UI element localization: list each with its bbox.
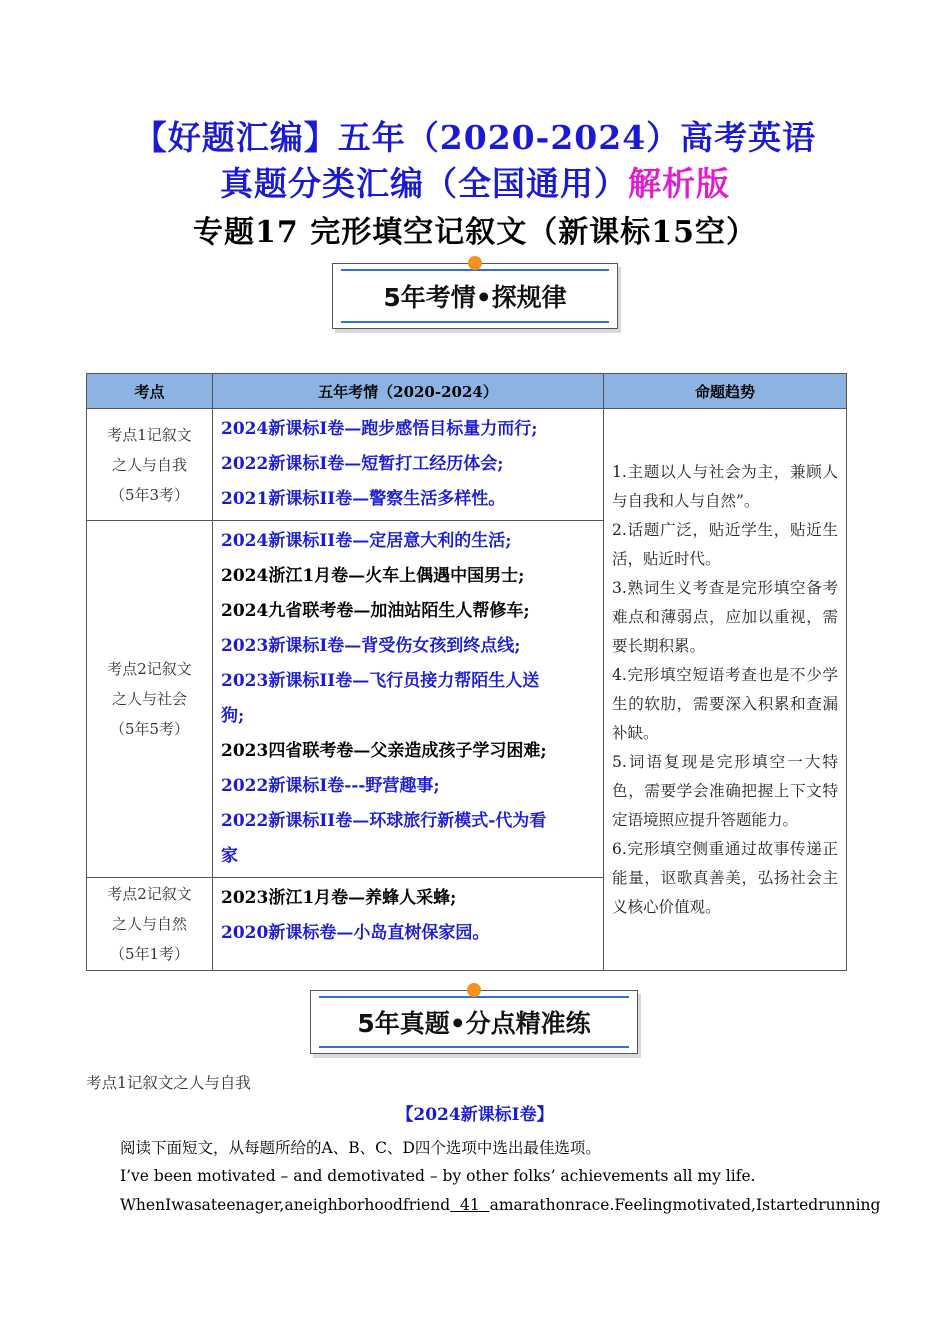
exam-item: 2020新课标卷—小岛直树保家园。: [221, 923, 490, 943]
exam-point-line: 考点1记叙文: [107, 425, 192, 444]
trend-item: 4.完形填空短语考查也是不少学生的软肋，需要深入积累和查漏补缺。: [612, 665, 838, 742]
exam-item: 2022新课标I卷---野营趣事;: [221, 776, 440, 796]
passage-word: motivated,: [672, 1196, 756, 1214]
passage-paragraph: [120, 1196, 881, 1214]
topic-title: 专题17 完形填空记叙文（新课标15空）: [193, 215, 757, 250]
exam-point-line: 考点2记叙文: [107, 885, 192, 903]
exam-item: 2024九省联考卷—加油站陌生人帮修车;: [221, 601, 530, 621]
passage-word: was: [171, 1196, 202, 1214]
passage-word: When: [120, 1196, 166, 1214]
exam-point-line: （5年5考）: [109, 720, 190, 738]
title-line-2-main: 真题分类汇编（全国通用）: [220, 164, 628, 203]
exam-items-cell: [213, 409, 604, 521]
trend-item: 3.熟词生义考查是完形填空备考难点和薄弱点，应加以重视，需要长期积累。: [612, 578, 838, 655]
banner-label: 5年真题•分点精准练: [357, 1009, 591, 1038]
exam-item: 2024浙江1月卷—火车上偶遇中国男士;: [221, 566, 525, 586]
exam-item: 2024新课标II卷—定居意大利的生活;: [221, 531, 512, 551]
exam-item: 家: [221, 846, 238, 866]
passage-paragraph: I’ve been motivated – and demotivated – by other folks’ achievements all my life.: [120, 1167, 756, 1185]
passage-word: a: [201, 1196, 211, 1214]
exam-point-line: （5年3考）: [109, 485, 190, 504]
banner-bottom-line: [341, 321, 609, 323]
header-exam-point: 考点: [87, 374, 213, 409]
passage-word: neighborhood: [293, 1196, 403, 1214]
passage-word: running: [818, 1196, 881, 1214]
exam-point-line: 考点2记叙文: [107, 660, 192, 678]
passage-word: I: [165, 1196, 172, 1214]
passage-word: a: [284, 1196, 294, 1214]
passage-word: a: [489, 1196, 499, 1214]
title-line-2: [0, 158, 950, 205]
banner-bottom-line: [319, 1046, 629, 1048]
title-line-1: 【好题汇编】五年（2020-2024）高考英语: [133, 118, 817, 157]
passage-word: marathon: [498, 1196, 575, 1214]
passage-word: teenager,: [210, 1196, 285, 1214]
passage-word: started: [762, 1196, 819, 1214]
exam-point-cell: [87, 521, 213, 878]
exam-item: 2023浙江1月卷—养蜂人采蜂;: [221, 888, 457, 908]
trend-cell: [604, 409, 847, 971]
exam-point-cell: [87, 878, 213, 971]
passage-word: friend: [402, 1196, 451, 1214]
header-five-year: 五年考情（2020-2024）: [213, 374, 604, 409]
exam-item: 2023新课标II卷—飞行员接力帮陌生人送: [221, 671, 540, 691]
exam-item: 2022新课标I卷—短暂打工经历体会;: [221, 454, 504, 474]
trend-item: 6.完形填空侧重通过故事传递正能量，讴歌真善美，弘扬社会主义核心价值观。: [612, 839, 838, 916]
passage-word: Feeling: [614, 1196, 673, 1214]
instruction-text: 阅读下面短文，从每题所给的A、B、C、D四个选项中选出最佳选项。: [120, 1139, 601, 1157]
exam-item: 2023四省联考卷—父亲造成孩子学习困难;: [221, 741, 547, 761]
paper-heading: 【2024新课标I卷】: [396, 1105, 554, 1125]
exam-item: 2021新课标II卷—警察生活多样性。: [221, 489, 506, 509]
exam-point-line: 之人与自我: [111, 455, 187, 474]
title-line-2-accent: 解析版: [628, 164, 730, 203]
exam-items-cell: [213, 878, 604, 971]
trend-item: 1.主题以人与社会为主，兼顾人与自我和人与自然”。: [612, 462, 838, 510]
exam-item: 狗;: [221, 706, 245, 726]
exam-item: 2024新课标I卷—跑步感悟目标量力而行;: [221, 419, 538, 439]
section-banner-trends: [332, 263, 618, 329]
passage-word: race.: [574, 1196, 615, 1214]
table-row: [87, 409, 847, 521]
exam-items-cell: [213, 521, 604, 878]
banner-label: 5年考情•探规律: [383, 283, 567, 312]
trend-item: 5.词语复现是完形填空一大特色，需要学会准确把握上下文特定语境照应提升答题能力。: [612, 752, 838, 829]
table-header-row: [87, 374, 847, 409]
exam-point-line: （5年1考）: [109, 945, 190, 963]
exam-point-cell: [87, 409, 213, 521]
blank-41: 41: [450, 1196, 490, 1214]
section-label: 考点1记叙文之人与自我: [86, 1074, 251, 1092]
exam-item: 2022新课标II卷—环球旅行新模式-代为看: [221, 811, 547, 831]
exam-trend-table: [86, 373, 847, 971]
exam-point-line: 之人与社会: [111, 690, 187, 708]
exam-point-line: 之人与自然: [111, 915, 187, 933]
section-banner-practice: [310, 990, 638, 1054]
passage-word: I: [755, 1196, 763, 1214]
header-trend: 命题趋势: [604, 374, 847, 409]
trend-item: 2.话题广泛，贴近学生，贴近生活，贴近时代。: [612, 520, 838, 568]
exam-item: 2023新课标I卷—背受伤女孩到终点线;: [221, 636, 521, 656]
